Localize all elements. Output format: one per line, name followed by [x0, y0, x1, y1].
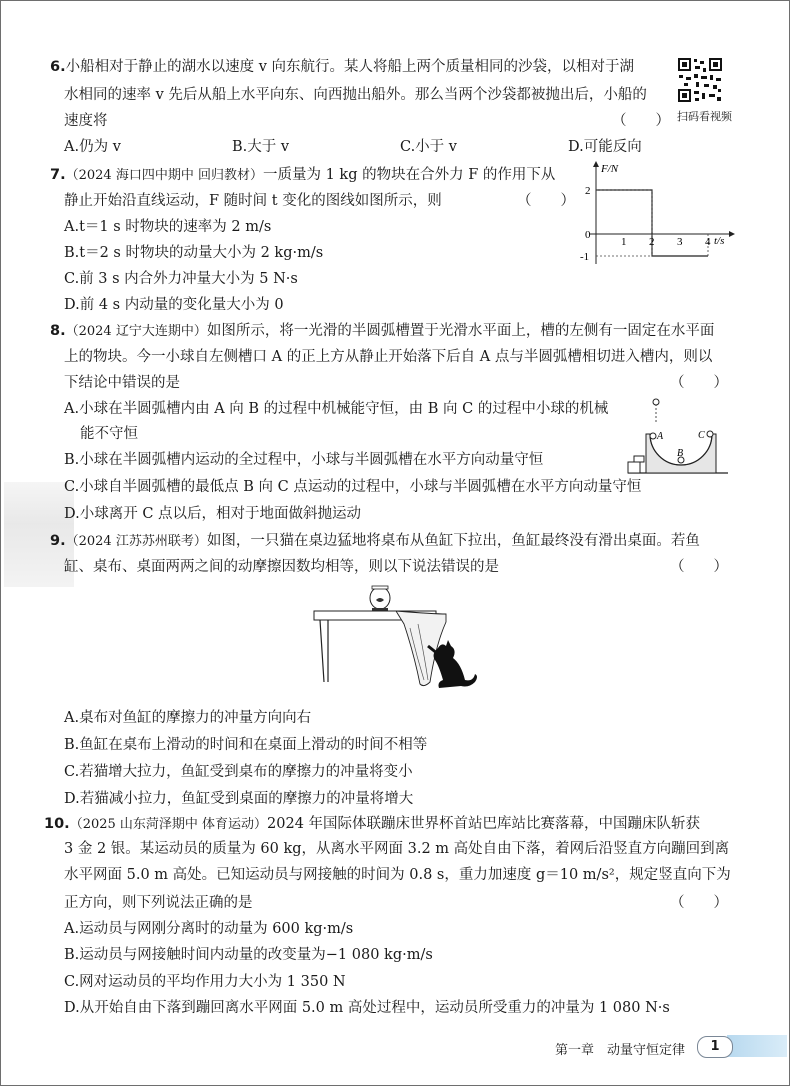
q7-line2: 静止开始沿直线运动，F 随时间 t 变化的图线如图所示，则 [64, 193, 442, 209]
q7-option-c: C.前 3 s 内合外力冲量大小为 5 N·s [64, 271, 298, 287]
page-number: 1 [697, 1036, 733, 1058]
q8-option-b: B.小球在半圆弧槽内运动的全过程中，小球与半圆弧槽在水平方向动量守恒 [64, 452, 544, 468]
q9-option-d: D.若猫减小拉力，鱼缸受到桌面的摩擦力的冲量将增大 [64, 791, 414, 807]
q9-line2: 缸、桌布、桌面两两之间的动摩擦因数均相等，则以下说法错误的是 [64, 559, 499, 575]
q8-line1: 8.（2024 辽宁大连期中）如图所示，将一光滑的半圆弧槽置于光滑水平面上，槽的左侧有一固定在水平面 [50, 323, 715, 339]
chart-x-tick-label: 2 [649, 236, 655, 248]
q7-line1: 7.（2024 海口四中期中 回归教材）一质量为 1 kg 的物块在合外力 F 的作用下从 [50, 167, 556, 183]
chart-y-tick-label: -1 [580, 251, 590, 263]
label-c: C [698, 430, 705, 441]
q10-option-a: A.运动员与网刚分离时的动量为 600 kg·m/s [64, 921, 354, 937]
fish-bowl [370, 586, 390, 611]
q6-option-d: D.可能反向 [568, 139, 642, 155]
q7-answer-paren: （ ） [517, 193, 575, 209]
q10-line2: 3 金 2 银。某运动员的质量为 60 kg，从离水平网面 3.2 m 高处自由下落，着网后沿竖直方向蹦回到离 [64, 841, 730, 857]
q9-option-a: A.桌布对鱼缸的摩擦力的冲量方向向右 [64, 710, 312, 726]
qr-code-icon[interactable] [676, 56, 724, 104]
footer-bar [727, 1035, 787, 1057]
chart-x-tick-label: 3 [677, 236, 683, 248]
q8-answer-paren: （ ） [670, 375, 728, 391]
q10-line3: 水平网面 5.0 m 高处。已知运动员与网接触的时间为 0.8 s，重力加速度 g＝10 m/s²，规定竖直向下为 [64, 867, 731, 883]
q7-option-d: D.前 4 s 内动量的变化量大小为 0 [64, 297, 284, 313]
q7-option-b: B.t＝2 s 时物块的动量大小为 2 kg·m/s [64, 245, 324, 261]
q10-line1: 10.（2025 山东菏泽期中 体育运动）2024 年国际体联蹦床世界杯首站巴库站比赛落幕，中国蹦床队斩获 [44, 816, 701, 832]
ball-start [653, 399, 659, 405]
label-b: B [677, 448, 684, 459]
footer-chapter: 第一章 动量守恒定律 [555, 1043, 686, 1058]
chart-y-tick-label: 2 [585, 185, 591, 197]
chart-ylabel: F/N [601, 163, 619, 175]
label-a: A [657, 431, 664, 442]
q9-answer-paren: （ ） [670, 559, 728, 575]
q6-line2: 水相同的速率 v 先后从船上水平向东、向西抛出船外。那么当两个沙袋都被抛出后，小船的 [64, 87, 647, 103]
q8-option-a-line2: 能不守恒 [80, 426, 138, 442]
q8-halfpipe-figure [626, 394, 730, 476]
q6-answer-paren: （ ） [612, 113, 670, 129]
q9-source: （2024 江苏苏州联考） [65, 534, 207, 549]
q9-option-b: B.鱼缸在桌布上滑动的时间和在桌面上滑动的时间不相等 [64, 737, 428, 753]
ball-a [650, 433, 656, 439]
q7-number: 7. [50, 167, 66, 183]
chart-x-tick-label: 1 [621, 236, 627, 248]
q10-option-c: C.网对运动员的平均作用力大小为 1 350 N [64, 974, 346, 990]
q10-option-d: D.从开始自由下落到蹦回离水平网面 5.0 m 高处过程中，运动员所受重力的冲量为 1 080 N·s [64, 1000, 670, 1016]
q10-line4: 正方向，则下列说法正确的是 [64, 895, 253, 911]
q7-option-a: A.t＝1 s 时物块的速率为 2 m/s [64, 219, 272, 235]
q6-number: 6. [50, 59, 66, 75]
chart-xlabel: t/s [714, 235, 725, 247]
q10-option-b: B.运动员与网接触时间内动量的改变量为−1 080 kg·m/s [64, 947, 433, 963]
q6-option-b: B.大于 v [232, 139, 290, 155]
q8-source: （2024 辽宁大连期中） [65, 324, 207, 339]
q10-answer-paren: （ ） [670, 895, 728, 911]
chart-y-tick-label: 0 [585, 229, 591, 241]
q6-option-c: C.小于 v [400, 139, 457, 155]
fixed-block [628, 462, 640, 473]
q6-line1: 6.小船相对于静止的湖水以速度 v 向东航行。某人将船上两个质量相同的沙袋，以相对于湖 [50, 59, 635, 75]
qr-label: 扫码看视频 [677, 110, 732, 123]
q9-cat-table-figure [306, 584, 486, 698]
q9-line1: 9.（2024 江苏苏州联考）如图，一只猫在桌边猛地将桌布从鱼缸下拉出，鱼缸最终没有滑出桌面。若鱼 [50, 533, 700, 549]
chart-x-tick-label: 4 [705, 236, 711, 248]
q8-number: 8. [50, 323, 66, 339]
q6-option-a: A.仍为 v [64, 139, 121, 155]
q8-option-d: D.小球离开 C 点以后，相对于地面做斜抛运动 [64, 506, 362, 522]
q9-number: 9. [50, 533, 66, 549]
q7-source: （2024 海口四中期中 回归教材） [65, 168, 263, 183]
q9-option-c: C.若猫增大拉力，鱼缸受到桌布的摩擦力的冲量将变小 [64, 764, 413, 780]
q8-option-a-line1: A.小球在半圆弧槽内由 A 向 B 的过程中机械能守恒，由 B 向 C 的过程中小球的机械 [64, 401, 609, 417]
q6-line3: 速度将 [64, 113, 108, 129]
q8-option-c: C.小球自半圆弧槽的最低点 B 向 C 点运动的过程中，小球与半圆弧槽在水平方向动量守恒 [64, 479, 642, 495]
q8-line2: 上的物块。今一小球自左侧槽口 A 的正上方从静止开始落下后自 A 点与半圆弧槽相切进入槽内，则以 [64, 349, 713, 365]
q7-force-time-chart [578, 158, 740, 270]
q10-number: 10. [44, 816, 70, 832]
q10-source: （2025 山东菏泽期中 体育运动） [69, 817, 268, 832]
q8-line3: 下结论中错误的是 [64, 375, 180, 391]
